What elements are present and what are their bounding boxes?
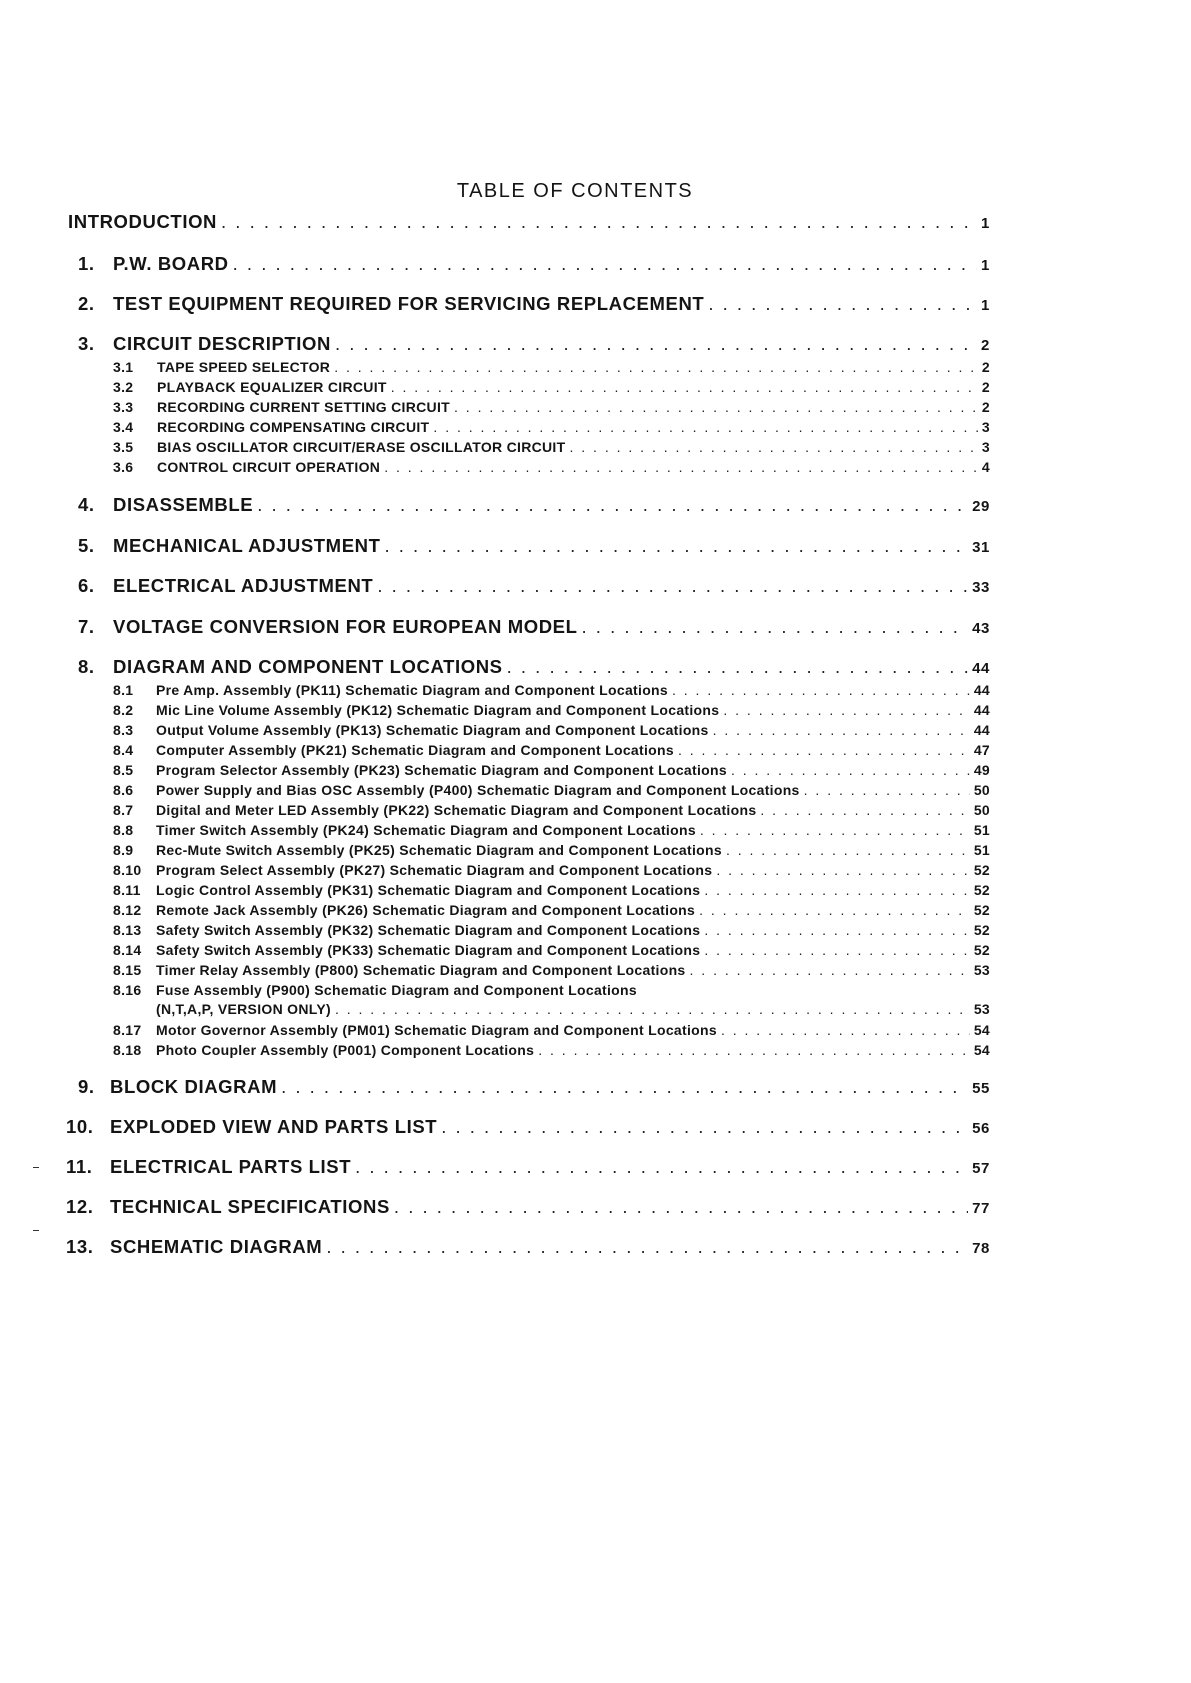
toc-subentry bbox=[113, 982, 990, 1002]
toc-entry-label: Timer Switch Assembly (PK24) Schematic Diagram and Component Locations bbox=[156, 822, 696, 838]
toc-entry-section bbox=[78, 1076, 990, 1102]
dot-leader bbox=[723, 702, 969, 718]
toc-subentry bbox=[113, 902, 990, 922]
toc-entry-page: 54 bbox=[973, 1022, 990, 1038]
toc-entry-label: VOLTAGE CONVERSION FOR EUROPEAN MODEL bbox=[113, 616, 578, 637]
toc-entry-number: 8.6 bbox=[113, 782, 134, 798]
toc-entry-label: Photo Coupler Assembly (P001) Component Locations bbox=[156, 1042, 535, 1058]
toc-entry-label: DISASSEMBLE bbox=[113, 494, 254, 515]
toc-entry-number: 8.1 bbox=[113, 682, 134, 698]
toc-entry-label: (N,T,A,P, VERSION ONLY) bbox=[156, 1001, 331, 1017]
dot-leader bbox=[335, 1001, 970, 1017]
toc-entry-number: 7. bbox=[78, 616, 95, 637]
toc-entry-page: 3 bbox=[981, 419, 990, 435]
toc-entry-page: 44 bbox=[973, 702, 990, 718]
dot-leader bbox=[221, 211, 977, 233]
toc-entry-page: 2 bbox=[981, 399, 990, 415]
toc-entry-label: RECORDING COMPENSATING CIRCUIT bbox=[157, 419, 430, 435]
toc-entry-section bbox=[66, 1196, 990, 1222]
toc-entry-number: 3.3 bbox=[113, 399, 134, 415]
toc-subentry bbox=[113, 922, 990, 942]
toc-entry-label: CONTROL CIRCUIT OPERATION bbox=[157, 459, 381, 475]
dot-leader bbox=[582, 616, 969, 638]
toc-entry-label: EXPLODED VIEW AND PARTS LIST bbox=[110, 1116, 438, 1137]
dot-leader bbox=[672, 682, 970, 698]
toc-subentry bbox=[113, 1042, 990, 1062]
dot-leader bbox=[335, 333, 977, 355]
toc-entry-page: 33 bbox=[972, 579, 990, 596]
toc-entry-label: RECORDING CURRENT SETTING CIRCUIT bbox=[157, 399, 451, 415]
toc-entry-section bbox=[78, 575, 990, 601]
toc-entry-section bbox=[78, 293, 990, 319]
dot-leader bbox=[441, 1116, 968, 1138]
toc-entry-section bbox=[78, 494, 990, 520]
toc-subentry bbox=[113, 439, 990, 459]
toc-entry-number: 8.14 bbox=[113, 942, 142, 958]
toc-subentry bbox=[113, 1022, 990, 1042]
toc-entry-section bbox=[78, 333, 990, 359]
toc-entry-label: ELECTRICAL PARTS LIST bbox=[110, 1156, 352, 1177]
toc-entry-number: 5. bbox=[78, 535, 95, 556]
toc-entry-page: 78 bbox=[972, 1240, 990, 1257]
dot-leader bbox=[569, 439, 977, 455]
dot-leader bbox=[233, 253, 977, 275]
toc-entry-label: Remote Jack Assembly (PK26) Schematic Diagram and Component Locations bbox=[156, 902, 696, 918]
dot-leader bbox=[704, 942, 969, 958]
toc-entry-page: 52 bbox=[973, 902, 990, 918]
dot-leader bbox=[454, 399, 978, 415]
toc-subentry bbox=[113, 722, 990, 742]
toc-subentry bbox=[113, 882, 990, 902]
page-title: TABLE OF CONTENTS bbox=[456, 180, 694, 202]
toc-entry-number: 8.3 bbox=[113, 722, 134, 738]
toc-entry-number: 3.5 bbox=[113, 439, 134, 455]
toc-subentry bbox=[113, 822, 990, 842]
dot-leader bbox=[507, 656, 968, 678]
toc-entry-label: TEST EQUIPMENT REQUIRED FOR SERVICING REPLACEMENT bbox=[113, 293, 705, 314]
toc-entry-number: 8.4 bbox=[113, 742, 134, 758]
toc-entry-number: 8.8 bbox=[113, 822, 134, 838]
toc-entry-page: 52 bbox=[973, 922, 990, 938]
toc-entry-number: 8.18 bbox=[113, 1042, 142, 1058]
toc-entry-section bbox=[66, 1236, 990, 1262]
toc-entry-label: BIAS OSCILLATOR CIRCUIT/ERASE OSCILLATOR CIRCUIT bbox=[157, 439, 566, 455]
toc-entry-section bbox=[66, 1116, 990, 1142]
toc-entry-page: 1 bbox=[981, 297, 990, 314]
toc-entry-number: 3.1 bbox=[113, 359, 134, 375]
dot-leader bbox=[384, 459, 978, 475]
toc-entry-label: Logic Control Assembly (PK31) Schematic Diagram and Component Locations bbox=[156, 882, 701, 898]
toc-entry-number: 3.2 bbox=[113, 379, 134, 395]
toc-entry-number: 8.10 bbox=[113, 862, 142, 878]
toc-entry-page: 77 bbox=[972, 1200, 990, 1217]
toc-entry-page: 52 bbox=[973, 862, 990, 878]
toc-entry-label: Mic Line Volume Assembly (PK12) Schematic Diagram and Component Locations bbox=[156, 702, 720, 718]
dot-leader bbox=[385, 535, 969, 557]
toc-entry-page: 44 bbox=[973, 682, 990, 698]
toc-entry-number: 8.5 bbox=[113, 762, 134, 778]
dot-leader bbox=[690, 962, 970, 978]
dot-leader bbox=[713, 722, 970, 738]
toc-entry-page: 56 bbox=[972, 1120, 990, 1137]
dot-leader bbox=[678, 742, 970, 758]
toc-entry-introduction bbox=[68, 211, 990, 237]
toc-subentry bbox=[113, 702, 990, 722]
toc-subentry bbox=[113, 802, 990, 822]
toc-entry-section bbox=[78, 535, 990, 561]
toc-entry-number: 12. bbox=[66, 1196, 94, 1217]
toc-entry-label: DIAGRAM AND COMPONENT LOCATIONS bbox=[113, 656, 503, 677]
toc-entry-label: SCHEMATIC DIAGRAM bbox=[110, 1236, 323, 1257]
toc-subentry bbox=[113, 359, 990, 379]
toc-entry-number: 8.2 bbox=[113, 702, 134, 718]
toc-entry-page: 52 bbox=[973, 882, 990, 898]
scan-mark bbox=[33, 1167, 39, 1168]
dot-leader bbox=[326, 1236, 968, 1258]
dot-leader bbox=[355, 1156, 968, 1178]
toc-subentry bbox=[113, 942, 990, 962]
toc-entry-label: ELECTRICAL ADJUSTMENT bbox=[113, 575, 374, 596]
toc-entry-number: 3. bbox=[78, 333, 95, 354]
toc-entry-number: 8.7 bbox=[113, 802, 134, 818]
toc-subentry bbox=[113, 459, 990, 479]
toc-entry-page: 2 bbox=[981, 337, 990, 354]
toc-entry-page: 31 bbox=[972, 539, 990, 556]
dot-leader bbox=[281, 1076, 968, 1098]
toc-entry-page: 49 bbox=[973, 762, 990, 778]
dot-leader bbox=[257, 494, 968, 516]
toc-entry-label: Computer Assembly (PK21) Schematic Diagram and Component Locations bbox=[156, 742, 674, 758]
toc-entry-page: 2 bbox=[981, 359, 990, 375]
toc-entry-page: 54 bbox=[973, 1042, 990, 1058]
toc-entry-page: 51 bbox=[973, 842, 990, 858]
dot-leader bbox=[699, 902, 970, 918]
dot-leader bbox=[760, 802, 969, 818]
dot-leader bbox=[708, 293, 977, 315]
dot-leader bbox=[731, 762, 970, 778]
toc-entry-page: 1 bbox=[981, 257, 990, 274]
toc-entry-number: 8.12 bbox=[113, 902, 142, 918]
scan-mark bbox=[33, 1230, 39, 1231]
toc-entry-section bbox=[66, 1156, 990, 1182]
toc-entry-page: 44 bbox=[972, 660, 990, 677]
toc-entry-number: 13. bbox=[66, 1236, 94, 1257]
toc-entry-page: 2 bbox=[981, 379, 990, 395]
toc-entry-number: 2. bbox=[78, 293, 95, 314]
toc-subentry bbox=[113, 862, 990, 882]
toc-entry-label: Motor Governor Assembly (PM01) Schematic Diagram and Component Locations bbox=[156, 1022, 717, 1038]
toc-entry-label: Pre Amp. Assembly (PK11) Schematic Diagram and Component Locations bbox=[156, 682, 668, 698]
toc-subentry bbox=[113, 379, 990, 399]
dot-leader bbox=[433, 419, 977, 435]
dot-leader bbox=[726, 842, 970, 858]
toc-entry-section bbox=[78, 656, 990, 682]
toc-subentry bbox=[113, 682, 990, 702]
toc-entry-page: 53 bbox=[973, 1001, 990, 1017]
toc-entry-label: TAPE SPEED SELECTOR bbox=[157, 359, 331, 375]
toc-entry-number: 3.4 bbox=[113, 419, 134, 435]
toc-subentry bbox=[113, 962, 990, 982]
toc-entry-page: 47 bbox=[973, 742, 990, 758]
toc-entry-number: 9. bbox=[78, 1076, 95, 1097]
toc-entry-number: 8.11 bbox=[113, 882, 141, 898]
toc-entry-label: CIRCUIT DESCRIPTION bbox=[113, 333, 331, 354]
toc-entry-label: Fuse Assembly (P900) Schematic Diagram and Component Locations bbox=[156, 982, 637, 998]
dot-leader bbox=[804, 782, 970, 798]
toc-entry-number: 8.9 bbox=[113, 842, 134, 858]
toc-entry-page: 44 bbox=[973, 722, 990, 738]
toc-entry-label: Rec-Mute Switch Assembly (PK25) Schematic Diagram and Component Locations bbox=[156, 842, 722, 858]
dot-leader bbox=[538, 1042, 970, 1058]
toc-entry-page: 43 bbox=[972, 620, 990, 637]
toc-entry-label: BLOCK DIAGRAM bbox=[110, 1076, 278, 1097]
toc-entry-number: 4. bbox=[78, 494, 95, 515]
toc-entry-page: 4 bbox=[981, 459, 990, 475]
toc-entry-label: INTRODUCTION bbox=[68, 211, 218, 232]
toc-subentry bbox=[113, 762, 990, 782]
toc-entry-number: 10. bbox=[66, 1116, 94, 1137]
toc-entry-label: Program Selector Assembly (PK23) Schematic Diagram and Component Locations bbox=[156, 762, 727, 778]
toc-entry-label: Output Volume Assembly (PK13) Schematic Diagram and Component Locations bbox=[156, 722, 709, 738]
toc-entry-page: 55 bbox=[972, 1080, 990, 1097]
toc-entry-number: 8. bbox=[78, 656, 95, 677]
toc-entry-number: 8.17 bbox=[113, 1022, 142, 1038]
toc-entry-label: Safety Switch Assembly (PK32) Schematic Diagram and Component Locations bbox=[156, 922, 701, 938]
toc-entry-number: 3.6 bbox=[113, 459, 134, 475]
toc-entry-page: 53 bbox=[973, 962, 990, 978]
toc-subentry bbox=[113, 742, 990, 762]
toc-entry-number: 11. bbox=[66, 1156, 93, 1177]
toc-entry-page: 57 bbox=[972, 1160, 990, 1177]
toc-entry-page: 50 bbox=[973, 782, 990, 798]
toc-entry-page: 29 bbox=[972, 498, 990, 515]
toc-subentry bbox=[113, 399, 990, 419]
toc-subentry bbox=[113, 842, 990, 862]
toc-entry-label: Digital and Meter LED Assembly (PK22) Schematic Diagram and Component Locations bbox=[156, 802, 757, 818]
dot-leader bbox=[394, 1196, 968, 1218]
toc-entry-label: MECHANICAL ADJUSTMENT bbox=[113, 535, 381, 556]
toc-subentry bbox=[113, 419, 990, 439]
dot-leader bbox=[704, 922, 969, 938]
toc-entry-label: PLAYBACK EQUALIZER CIRCUIT bbox=[157, 379, 387, 395]
dot-leader bbox=[334, 359, 978, 375]
toc-entry-label: P.W. BOARD bbox=[113, 253, 229, 274]
toc-entry-section bbox=[78, 616, 990, 642]
toc-entry-label: TECHNICAL SPECIFICATIONS bbox=[110, 1196, 390, 1217]
toc-entry-number: 6. bbox=[78, 575, 95, 596]
dot-leader bbox=[721, 1022, 970, 1038]
toc-entry-number: 8.15 bbox=[113, 962, 142, 978]
toc-subentry-continuation bbox=[113, 1001, 990, 1021]
toc-entry-number: 8.16 bbox=[113, 982, 142, 998]
toc-entry-label: Power Supply and Bias OSC Assembly (P400) Schematic Diagram and Component Locations bbox=[156, 782, 800, 798]
toc-entry-section bbox=[78, 253, 990, 279]
toc-entry-page: 50 bbox=[973, 802, 990, 818]
toc-entry-label: Program Select Assembly (PK27) Schematic Diagram and Component Locations bbox=[156, 862, 713, 878]
toc-entry-number: 8.13 bbox=[113, 922, 142, 938]
dot-leader bbox=[377, 575, 968, 597]
toc-entry-page: 51 bbox=[973, 822, 990, 838]
toc-entry-number: 1. bbox=[78, 253, 95, 274]
dot-leader bbox=[700, 822, 970, 838]
dot-leader bbox=[716, 862, 969, 878]
dot-leader bbox=[704, 882, 970, 898]
toc-entry-label: Safety Switch Assembly (PK33) Schematic Diagram and Component Locations bbox=[156, 942, 701, 958]
dot-leader bbox=[391, 379, 978, 395]
toc-entry-label: Timer Relay Assembly (P800) Schematic Diagram and Component Locations bbox=[156, 962, 686, 978]
toc-entry-page: 1 bbox=[981, 215, 990, 232]
toc-entry-page: 3 bbox=[981, 439, 990, 455]
toc-subentry bbox=[113, 782, 990, 802]
toc-entry-page: 52 bbox=[973, 942, 990, 958]
